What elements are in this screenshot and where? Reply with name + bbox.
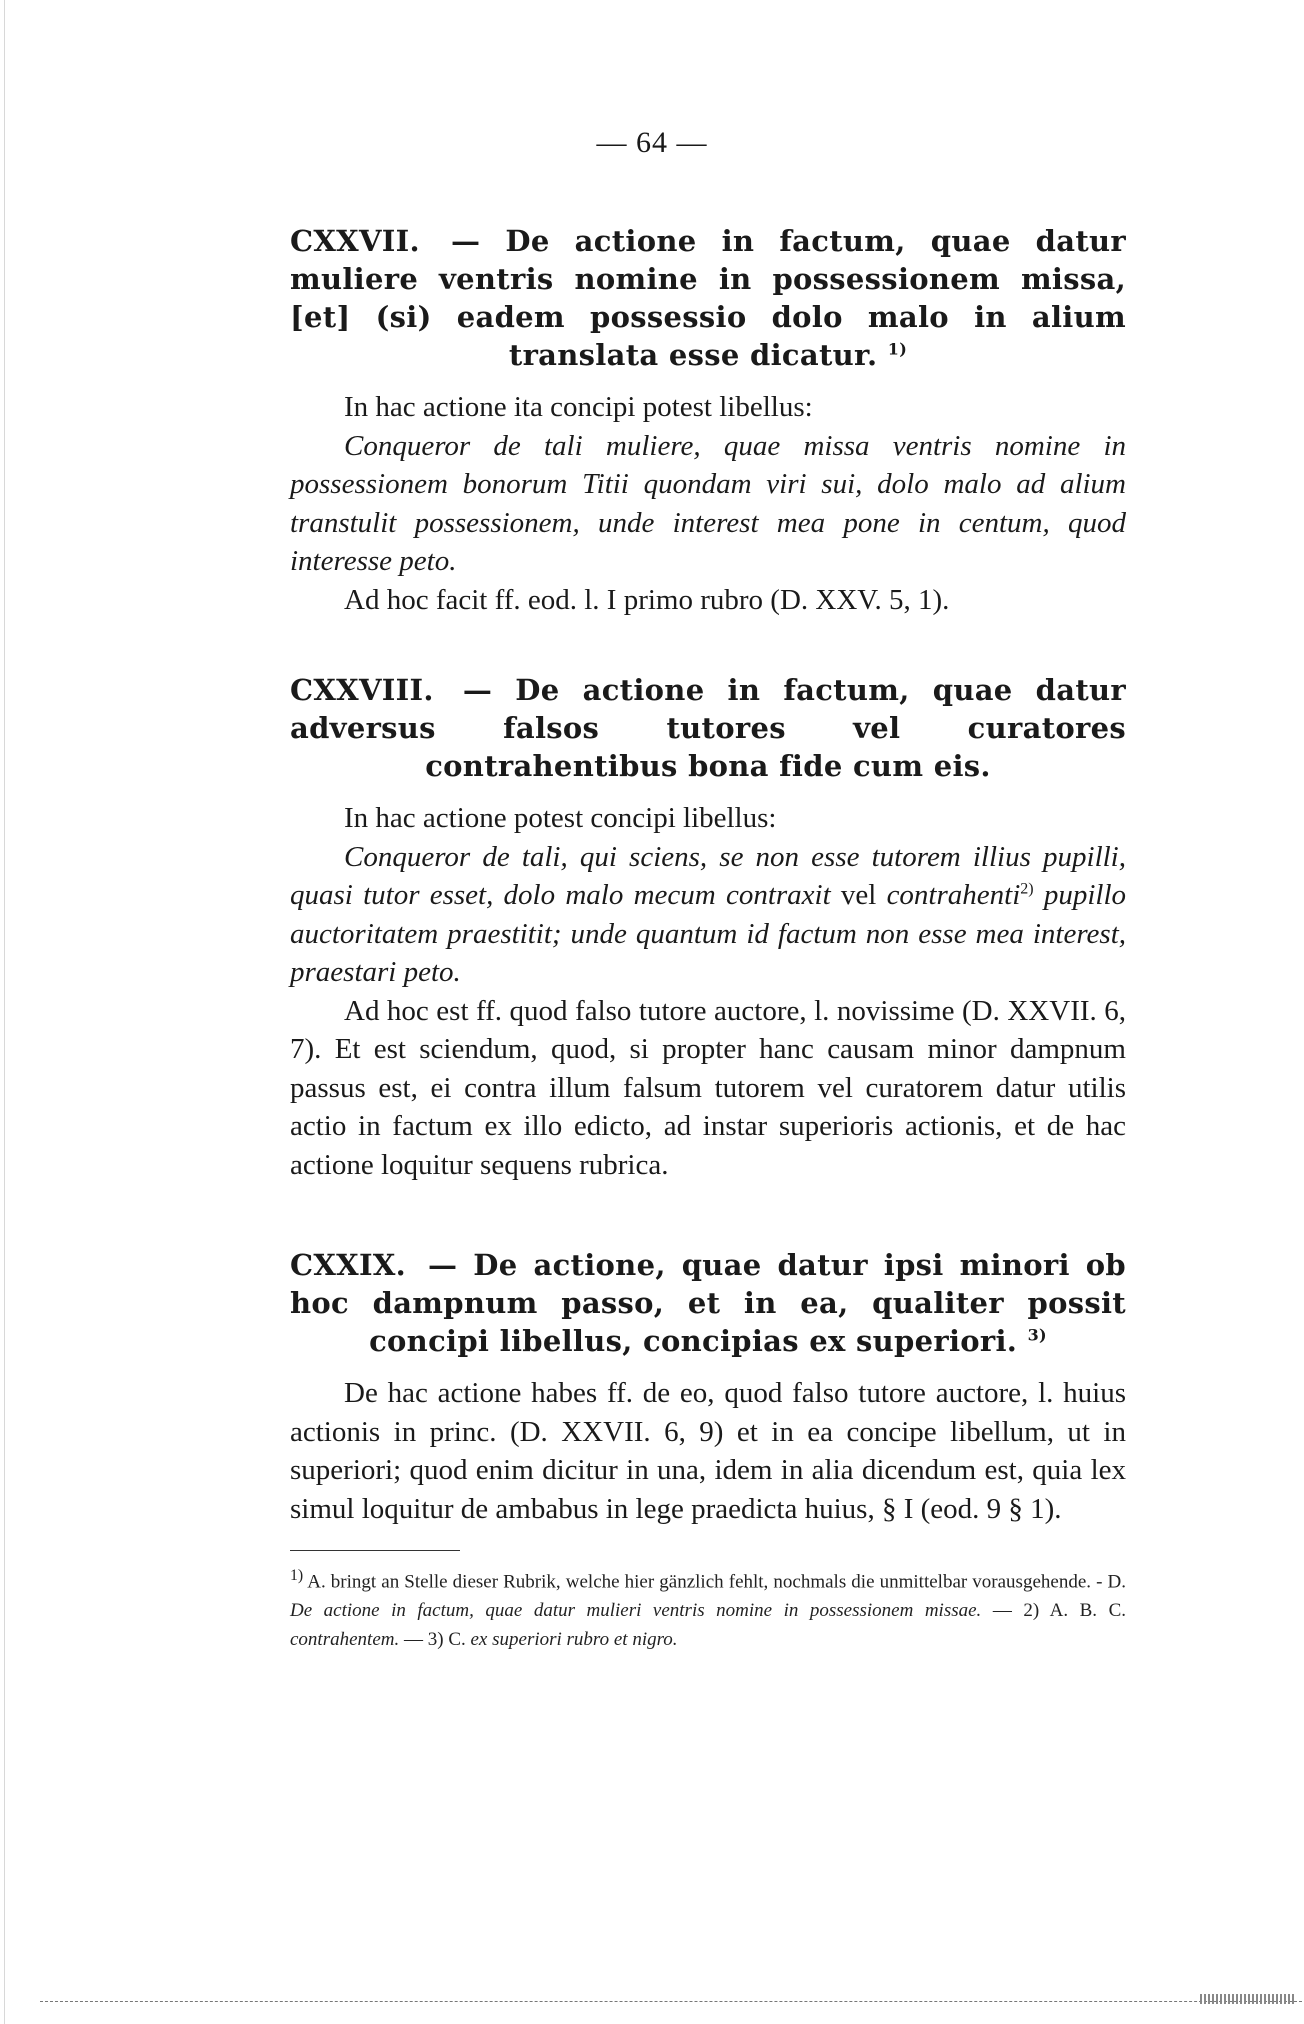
- section-number: CXXIX.: [290, 1248, 407, 1282]
- paragraph-reference: Ad hoc est ff. quod falso tutore auctore, l. novissime (D. XXVII. 6, 7). Et est sciendum, quod, si propter hanc causam minor dampnum passus est, ei contra illum falsum tutorem vel curatorem datur utilis actio in factum ex illo edicto, ad instar superioris actionis, et de hac actione loquitur sequens rubrica.: [290, 994, 1126, 1181]
- footnote-text: C.: [448, 1629, 466, 1651]
- footnote-mark: — 2): [992, 1600, 1040, 1622]
- footnote-ref: 2): [1020, 880, 1034, 898]
- paragraph-intro: In hac actione potest concipi libellus:: [344, 802, 777, 834]
- paragraph-intro: In hac actione ita concipi potest libellus:: [344, 391, 813, 423]
- footnote-divider: [290, 1550, 460, 1551]
- scan-left-edge: [4, 0, 5, 2024]
- paragraph-body: De hac actione habes ff. de eo, quod falso tutore auctore, l. huius actionis in princ. (D. XXVII. 6, 9) et in ea concipe libellum, ut in superiori; quod enim dicitur in una, idem in alia dicendum est, quia lex simul loquitur de ambabus in lege praedicta huius, § I (eod. 9 § 1).: [290, 1377, 1126, 1525]
- section-heading-127: [290, 222, 1126, 374]
- formula-part: Conqueror de tali, qui sciens, se non esse tutorem illius pupilli, quasi tutor esset, dolo malo mecum contraxit: [290, 840, 1126, 911]
- section-number: CXXVIII.: [290, 673, 434, 707]
- section-heading-129: [290, 1246, 1126, 1360]
- footnotes: [290, 1561, 1126, 1654]
- section-title: — De actione in factum, quae datur muliere ventris nomine in possessionem missa, [et] (si) eadem possessio dolo malo in alium translata esse dicatur.: [290, 224, 1126, 372]
- footnote-italic: ex superiori rubro et nigro.: [470, 1629, 678, 1651]
- footnote-ref: 3): [1027, 1325, 1047, 1345]
- formula-part: pupillo auctoritatem praestitit; unde quantum id factum non esse mea interest, praestari peto.: [290, 879, 1126, 988]
- section-heading-128: [290, 671, 1126, 785]
- footnote-ref: 1): [887, 339, 908, 359]
- footnote-mark: 1): [290, 1567, 304, 1584]
- libellus-formula: [290, 838, 1126, 992]
- footnote-italic: contrahentem.: [290, 1629, 400, 1651]
- section-number: CXXVII.: [290, 224, 420, 258]
- scan-noise: [1200, 1994, 1296, 2004]
- formula-connector: vel: [840, 879, 877, 911]
- page-number: — 64 —: [596, 126, 708, 159]
- footnote-mark: — 3): [403, 1629, 444, 1651]
- text-column: [290, 222, 1126, 1654]
- footnote-italic: De actione in factum, quae datur mulieri ventris nomine in possessionem missae.: [290, 1600, 982, 1622]
- footnote-text: A. B. C.: [1049, 1600, 1126, 1622]
- section-title: — De actione in factum, quae datur adversus falsos tutores vel curatores contrahentibus bona fide cum eis.: [290, 673, 1126, 783]
- section-title: — De actione, quae datur ipsi minori ob hoc dampnum passo, et in ea, qualiter possit concipi libellus, concipias ex superiori.: [290, 1248, 1126, 1358]
- paragraph-reference: Ad hoc facit ff. eod. l. I primo rubro (D. XXV. 5, 1).: [344, 583, 950, 616]
- footnote-text: A. bringt an Stelle dieser Rubrik, welche hier gänzlich fehlt, nochmals die unmittelbar vorausgehende. - D.: [307, 1571, 1126, 1593]
- scan-bottom-edge: [40, 2001, 1302, 2002]
- libellus-formula: Conqueror de tali muliere, quae missa ventris nomine in possessionem bonorum Titii quondam viri sui, dolo malo ad alium transtulit possessionem, unde interest mea pone in centum, quod interesse peto.: [290, 429, 1126, 577]
- formula-part: contrahenti: [886, 879, 1021, 911]
